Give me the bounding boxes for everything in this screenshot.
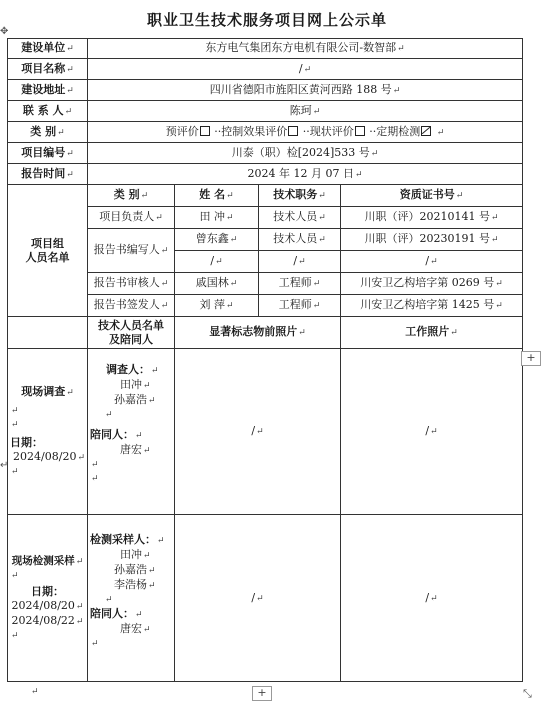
staff-cert: 川安卫乙构培字第 0269 号 ↵ [341, 273, 523, 295]
sampling-team-label: 检测采样人： ↵ [90, 533, 172, 548]
onsite-landmark-photo: / ↵ [175, 349, 341, 515]
staff-title: 工程师 ↵ [259, 273, 341, 295]
staff-name: 戚国林 ↵ [175, 273, 259, 295]
staff-name: / ↵ [175, 251, 259, 273]
onsite-team-member: 田冲 ↵ [90, 378, 172, 393]
staff-role: 报告书签发人 ↵ [88, 295, 175, 317]
sampling-team-member: 田冲 ↵ [90, 548, 172, 563]
paragraph-mark-icon: ↵ [0, 460, 9, 471]
sampling-team-cell [88, 515, 175, 682]
onsite-team-label: 调查人： ↵ [90, 363, 172, 378]
checkbox-control-eval[interactable] [288, 126, 298, 136]
row-project-name [8, 59, 523, 80]
end-paragraph-mark [30, 687, 39, 697]
survey-header-blank [8, 317, 88, 349]
row-report-time [8, 164, 523, 185]
unit-label: 建设单位 ↵ [8, 39, 88, 59]
sampling-work-photo: / ↵ [341, 515, 523, 682]
sampling-escort-member: 唐宏 ↵ [90, 622, 172, 637]
staff-header-category: 类 别 ↵ [88, 185, 175, 207]
sampling-label: 现场检测采样 ↵ [10, 554, 85, 569]
option-periodic-test: ··定期检测 [369, 125, 432, 138]
survey-header-landmark-photo: 显著标志物前照片 ↵ [175, 317, 341, 349]
option-pre-eval: 预评价 [166, 125, 211, 138]
project-no-label: 项目编号 ↵ [8, 143, 88, 164]
row-project-no [8, 143, 523, 164]
unit-value: 东方电气集团东方电机有限公司-数智部 ↵ [88, 39, 523, 59]
staff-group-label: 项目组 人员名单 [8, 185, 88, 317]
row-address [8, 80, 523, 101]
staff-cert: 川职（评）20230191 号 ↵ [341, 229, 523, 251]
onsite-date: 2024/08/20 ↵ [10, 450, 85, 465]
onsite-survey-label: 现场调查 ↵ [10, 385, 85, 400]
staff-header-cert: 资质证书号 ↵ [341, 185, 523, 207]
staff-role: 报告书编写人 ↵ [88, 229, 175, 273]
staff-header-row [8, 185, 523, 207]
report-time-label: 报告时间 ↵ [8, 164, 88, 185]
survey-header-row [8, 317, 523, 349]
address-value: 四川省德阳市旌阳区黄河西路 188 号 ↵ [88, 80, 523, 101]
project-name-label: 项目名称 ↵ [8, 59, 88, 80]
sampling-date: 2024/08/20 ↵ [10, 599, 85, 614]
sampling-team-member: 李浩杨 ↵ [90, 578, 172, 593]
report-time-value: 2024 年 12 月 07 日 ↵ [88, 164, 523, 185]
insert-column-plus-icon[interactable]: + [521, 351, 541, 366]
address-label: 建设地址 ↵ [8, 80, 88, 101]
project-name-value: / ↵ [88, 59, 523, 80]
staff-name: 刘 萍 ↵ [175, 295, 259, 317]
onsite-team-member: 孙嘉浩 ↵ [90, 393, 172, 408]
staff-header-title: 技术职务 ↵ [259, 185, 341, 207]
row-category [8, 122, 523, 143]
staff-role: 报告书审核人 ↵ [88, 273, 175, 295]
contact-value: 陈珂 ↵ [88, 101, 523, 122]
checkbox-status-eval[interactable] [355, 126, 365, 136]
sampling-row [8, 515, 523, 682]
staff-title: / ↵ [259, 251, 341, 273]
sampling-escort-label: 陪同人： ↵ [90, 607, 172, 622]
staff-header-name: 姓 名 ↵ [175, 185, 259, 207]
survey-header-work-photo: 工作照片 ↵ [341, 317, 523, 349]
row-unit [8, 39, 523, 59]
onsite-team-cell [88, 349, 175, 515]
sampling-date-label: 日期： [31, 584, 64, 598]
insert-row-plus-icon[interactable]: + [252, 686, 272, 701]
staff-name: 田 冲 ↵ [175, 207, 259, 229]
onsite-escort-label: 陪同人： ↵ [90, 428, 172, 443]
category-label: 类 别 ↵ [8, 122, 88, 143]
checkbox-periodic-test[interactable] [421, 126, 431, 136]
disclosure-table [7, 38, 523, 682]
sampling-landmark-photo: / ↵ [175, 515, 341, 682]
staff-title: 技术人员 ↵ [259, 207, 341, 229]
staff-title: 技术人员 ↵ [259, 229, 341, 251]
contact-label: 联 系 人 ↵ [8, 101, 88, 122]
table-resize-handle-icon[interactable]: ⤡ [523, 687, 532, 700]
onsite-work-photo: / ↵ [341, 349, 523, 515]
onsite-survey-row [8, 349, 523, 515]
onsite-date-label: 日期： [10, 435, 43, 449]
staff-title: 工程师 ↵ [259, 295, 341, 317]
row-contact [8, 101, 523, 122]
onsite-escort-member: 唐宏 ↵ [90, 443, 172, 458]
sampling-date: 2024/08/22 ↵ [10, 614, 85, 629]
sampling-cell [8, 515, 88, 682]
onsite-survey-cell [8, 349, 88, 515]
table-move-handle-icon[interactable]: ✥ [0, 26, 9, 37]
project-no-value: 川泰（职）检[2024]533 号 ↵ [88, 143, 523, 164]
staff-cert: / ↵ [341, 251, 523, 273]
survey-header-staff: 技术人员名单 及陪同人 [88, 317, 175, 349]
staff-cert: 川职（评）20210141 号 ↵ [341, 207, 523, 229]
page-title: 职业卫生技术服务项目网上公示单 [146, 11, 387, 29]
staff-name: 曾东鑫 ↵ [175, 229, 259, 251]
sampling-team-member: 孙嘉浩 ↵ [90, 563, 172, 578]
staff-role: 项目负责人 ↵ [88, 207, 175, 229]
staff-cert: 川安卫乙构培字第 1425 号 ↵ [341, 295, 523, 317]
checkbox-pre-eval[interactable] [200, 126, 210, 136]
category-options [88, 122, 523, 143]
option-status-eval: ··现状评价 [303, 125, 366, 138]
option-control-eval: ··控制效果评价 [214, 125, 299, 138]
